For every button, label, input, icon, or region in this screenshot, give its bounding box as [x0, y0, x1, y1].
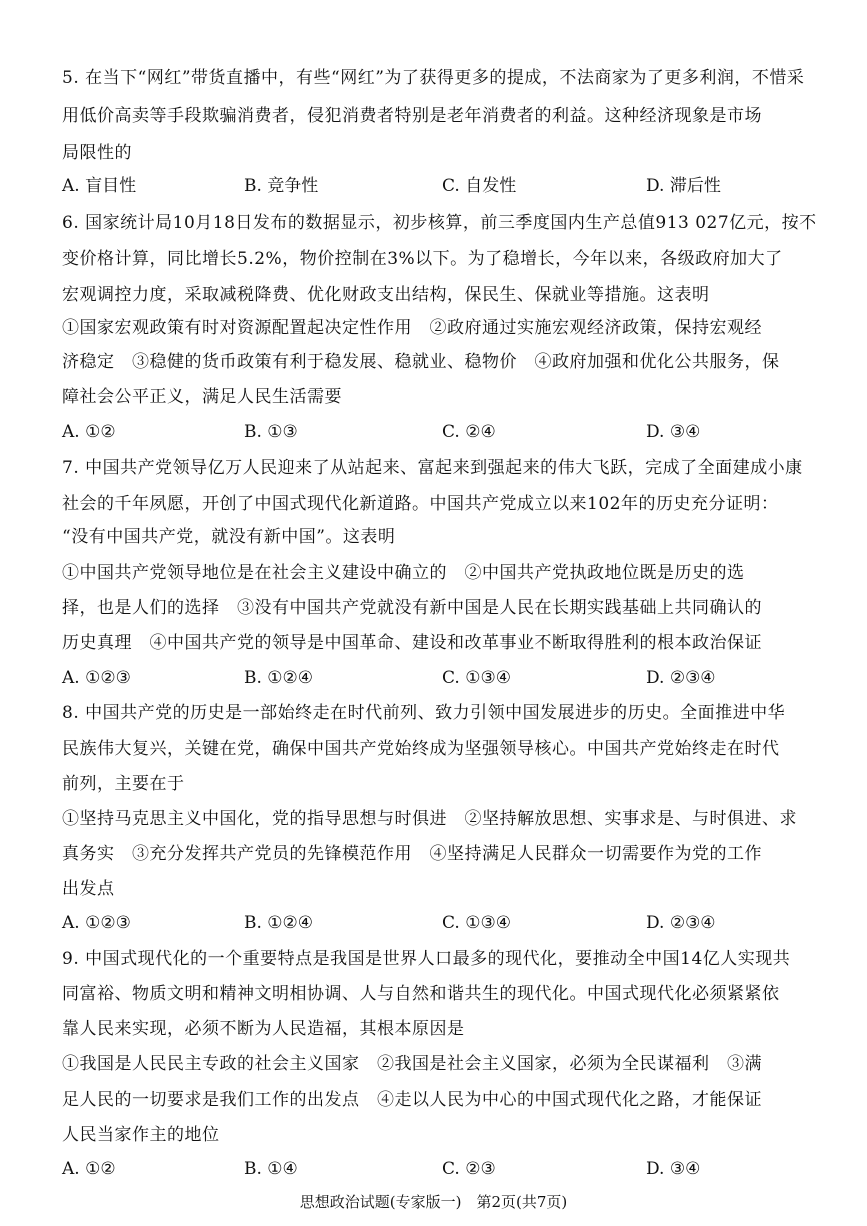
statement-line: 历史真理 ④中国共产党的领导是中国革命、建设和改革事业不断取得胜利的根本政治保证 [62, 633, 762, 653]
option-a: A. ①②③ [62, 913, 131, 933]
option-c: C. ①③④ [442, 913, 511, 933]
option-c: C. ②④ [442, 422, 496, 442]
option-a: A. ①②③ [62, 668, 131, 688]
question-stem-line: 同富裕、物质文明和精神文明相协调、人与自然和谐共生的现代化。中国式现代化必须紧紧依 [62, 984, 780, 1004]
option-b: B. ①④ [244, 1159, 298, 1179]
question-stem-line: 7. 中国共产党领导亿万人民迎来了从站起来、富起来到强起来的伟大飞跃，完成了全面建成小康 [62, 458, 803, 478]
option-b: B. ①②④ [244, 668, 314, 688]
option-b: B. ①②④ [244, 913, 314, 933]
option-a: A. 盲目性 [62, 176, 137, 196]
question-stem-line: 变价格计算，同比增长5.2%，物价控制在3%以下。为了稳增长，今年以来，各级政府加大了 [62, 249, 783, 269]
question-stem-line: 5. 在当下“网红”带货直播中，有些“网红”为了获得更多的提成，不法商家为了更多利润，不惜采 [62, 68, 805, 88]
option-b: B. 竞争性 [244, 176, 319, 196]
option-c: C. ②③ [442, 1159, 496, 1179]
statement-line: 出发点 [62, 879, 115, 899]
question-stem-line: 局限性的 [62, 143, 132, 163]
option-a: A. ①② [62, 1159, 116, 1179]
statement-line: ①坚持马克思主义中国化，党的指导思想与时俱进 ②坚持解放思想、实事求是、与时俱进、求 [62, 809, 797, 829]
statement-line: 济稳定 ③稳健的货币政策有利于稳发展、稳就业、稳物价 ④政府加强和优化公共服务，保 [62, 352, 780, 372]
option-c: C. 自发性 [442, 176, 517, 196]
question-stem-line: 社会的千年夙愿，开创了中国式现代化新道路。中国共产党成立以来102年的历史充分证明： [62, 494, 779, 514]
statement-line: 择，也是人们的选择 ③没有中国共产党就没有新中国是人民在长期实践基础上共同确认的 [62, 598, 762, 618]
option-c: C. ①③④ [442, 668, 511, 688]
option-d: D. ③④ [646, 422, 701, 442]
statement-line: 障社会公平正义，满足人民生活需要 [62, 387, 342, 407]
question-stem-line: 靠人民来实现，必须不断为人民造福，其根本原因是 [62, 1019, 465, 1039]
question-stem-line: “没有中国共产党，就没有新中国”。这表明 [62, 527, 396, 547]
question-stem-line: 用低价高卖等手段欺骗消费者，侵犯消费者特别是老年消费者的利益。这种经济现象是市场 [62, 106, 762, 126]
statement-line: 真务实 ③充分发挥共产党员的先锋模范作用 ④坚持满足人民群众一切需要作为党的工作 [62, 844, 762, 864]
statement-line: ①国家宏观政策有时对资源配置起决定性作用 ②政府通过实施宏观经济政策，保持宏观经 [62, 318, 762, 338]
question-stem-line: 8. 中国共产党的历史是一部始终走在时代前列、致力引领中国发展进步的历史。全面推进中华 [62, 703, 786, 723]
statement-line: 足人民的一切要求是我们工作的出发点 ④走以人民为中心的中国式现代化之路，才能保证 [62, 1090, 762, 1110]
option-d: D. 滞后性 [646, 176, 721, 196]
page-footer: 思想政治试题(专家版一) 第2页(共7页) [299, 1193, 568, 1211]
option-d: D. ③④ [646, 1159, 701, 1179]
question-stem-line: 6. 国家统计局10月18日发布的数据显示，初步核算，前三季度国内生产总值913 027亿元，按不 [62, 213, 817, 233]
question-stem-line: 宏观调控力度，采取减税降费、优化财政支出结构，保民生、保就业等措施。这表明 [62, 285, 710, 305]
question-stem-line: 前列，主要在于 [62, 774, 185, 794]
statement-line: 人民当家作主的地位 [62, 1125, 220, 1145]
option-a: A. ①② [62, 422, 116, 442]
option-d: D. ②③④ [646, 668, 716, 688]
option-d: D. ②③④ [646, 913, 716, 933]
statement-line: ①中国共产党领导地位是在社会主义建设中确立的 ②中国共产党执政地位既是历史的选 [62, 563, 745, 583]
option-b: B. ①③ [244, 422, 298, 442]
question-stem-line: 民族伟大复兴，关键在党，确保中国共产党始终成为坚强领导核心。中国共产党始终走在时代 [62, 739, 780, 759]
question-stem-line: 9. 中国式现代化的一个重要特点是我国是世界人口最多的现代化，要推动全中国14亿人实现共 [62, 949, 791, 969]
statement-line: ①我国是人民民主专政的社会主义国家 ②我国是社会主义国家，必须为全民谋福利 ③满 [62, 1054, 762, 1074]
